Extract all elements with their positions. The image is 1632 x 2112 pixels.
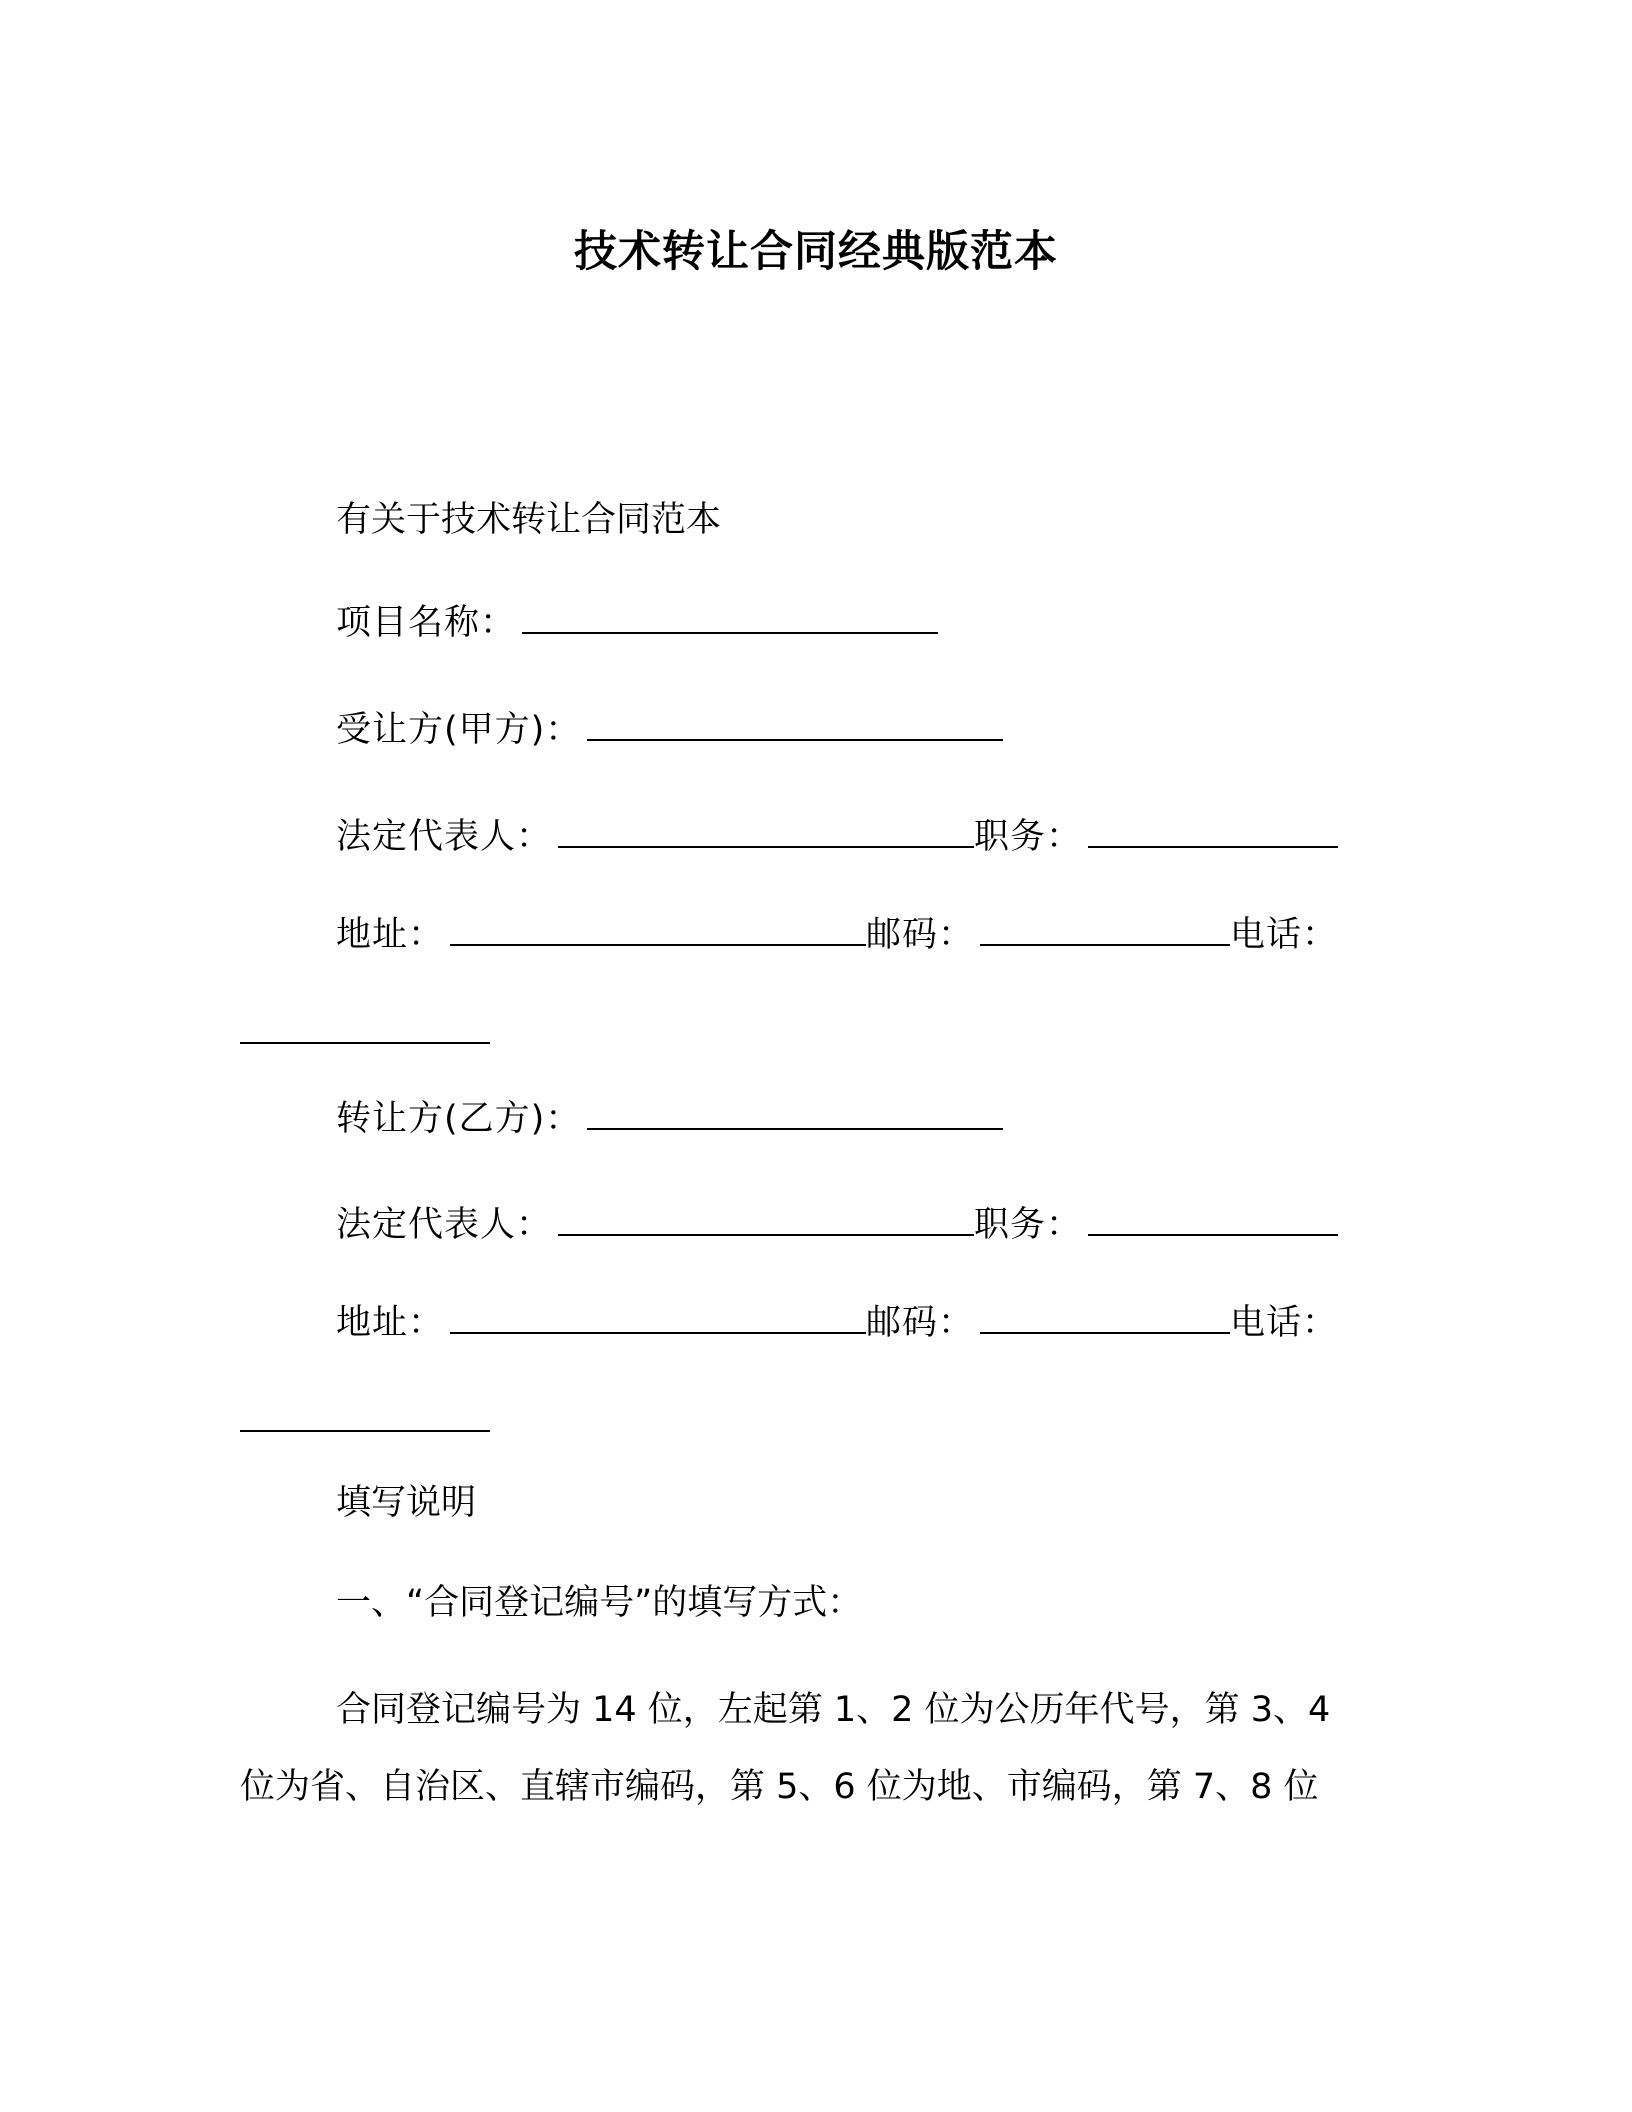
party-b-address-label: 地址： [336, 1303, 445, 1343]
project-name-row [336, 598, 938, 648]
party-b-position-blank[interactable] [1088, 1206, 1338, 1236]
party-b-phone-continuation [240, 1396, 490, 1446]
party-b-postcode-label: 邮码： [866, 1303, 975, 1343]
project-name-label: 项目名称： [336, 603, 517, 643]
party-a-address-row [336, 910, 1338, 960]
party-a-rep-row [336, 812, 1338, 862]
party-b-label: 转让方(乙方)： [336, 1099, 582, 1139]
party-b-rep-blank[interactable] [558, 1206, 974, 1236]
section-one-heading: 一、“合同登记编号”的填写方式： [336, 1583, 863, 1623]
document-subtitle: 有关于技术转让合同范本 [336, 500, 722, 540]
party-a-phone-label: 电话： [1230, 915, 1339, 955]
paragraph-line-1: 合同登记编号为 14 位，左起第 1、2 位为公历年代号，第 3、4 [336, 1690, 1331, 1730]
project-name-blank[interactable] [522, 604, 938, 634]
party-b-address-row [336, 1298, 1338, 1348]
party-a-address-label: 地址： [336, 915, 445, 955]
party-b-position-label: 职务： [974, 1205, 1083, 1245]
paragraph-line-2: 位为省、自治区、直辖市编码，第 5、6 位为地、市编码，第 7、8 位 [240, 1767, 1319, 1807]
party-a-rep-label: 法定代表人： [336, 817, 553, 857]
party-b-rep-label: 法定代表人： [336, 1205, 553, 1245]
party-b-postcode-blank[interactable] [980, 1304, 1230, 1334]
party-a-postcode-blank[interactable] [980, 916, 1230, 946]
party-a-phone-blank[interactable] [240, 1014, 490, 1044]
instructions-heading: 填写说明 [336, 1483, 477, 1523]
party-a-position-blank[interactable] [1088, 818, 1338, 848]
party-a-rep-blank[interactable] [558, 818, 974, 848]
party-a-row [336, 705, 1003, 755]
party-a-postcode-label: 邮码： [866, 915, 975, 955]
document-title: 技术转让合同经典版范本 [574, 227, 1058, 277]
party-a-blank[interactable] [587, 711, 1003, 741]
party-b-phone-label: 电话： [1230, 1303, 1339, 1343]
party-b-phone-blank[interactable] [240, 1402, 490, 1432]
party-b-row [336, 1094, 1003, 1144]
party-a-address-blank[interactable] [450, 916, 866, 946]
party-a-position-label: 职务： [974, 817, 1083, 857]
party-b-rep-row [336, 1200, 1338, 1250]
party-a-phone-continuation [240, 1008, 490, 1058]
party-b-address-blank[interactable] [450, 1304, 866, 1334]
party-b-blank[interactable] [587, 1100, 1003, 1130]
party-a-label: 受让方(甲方)： [336, 710, 582, 750]
